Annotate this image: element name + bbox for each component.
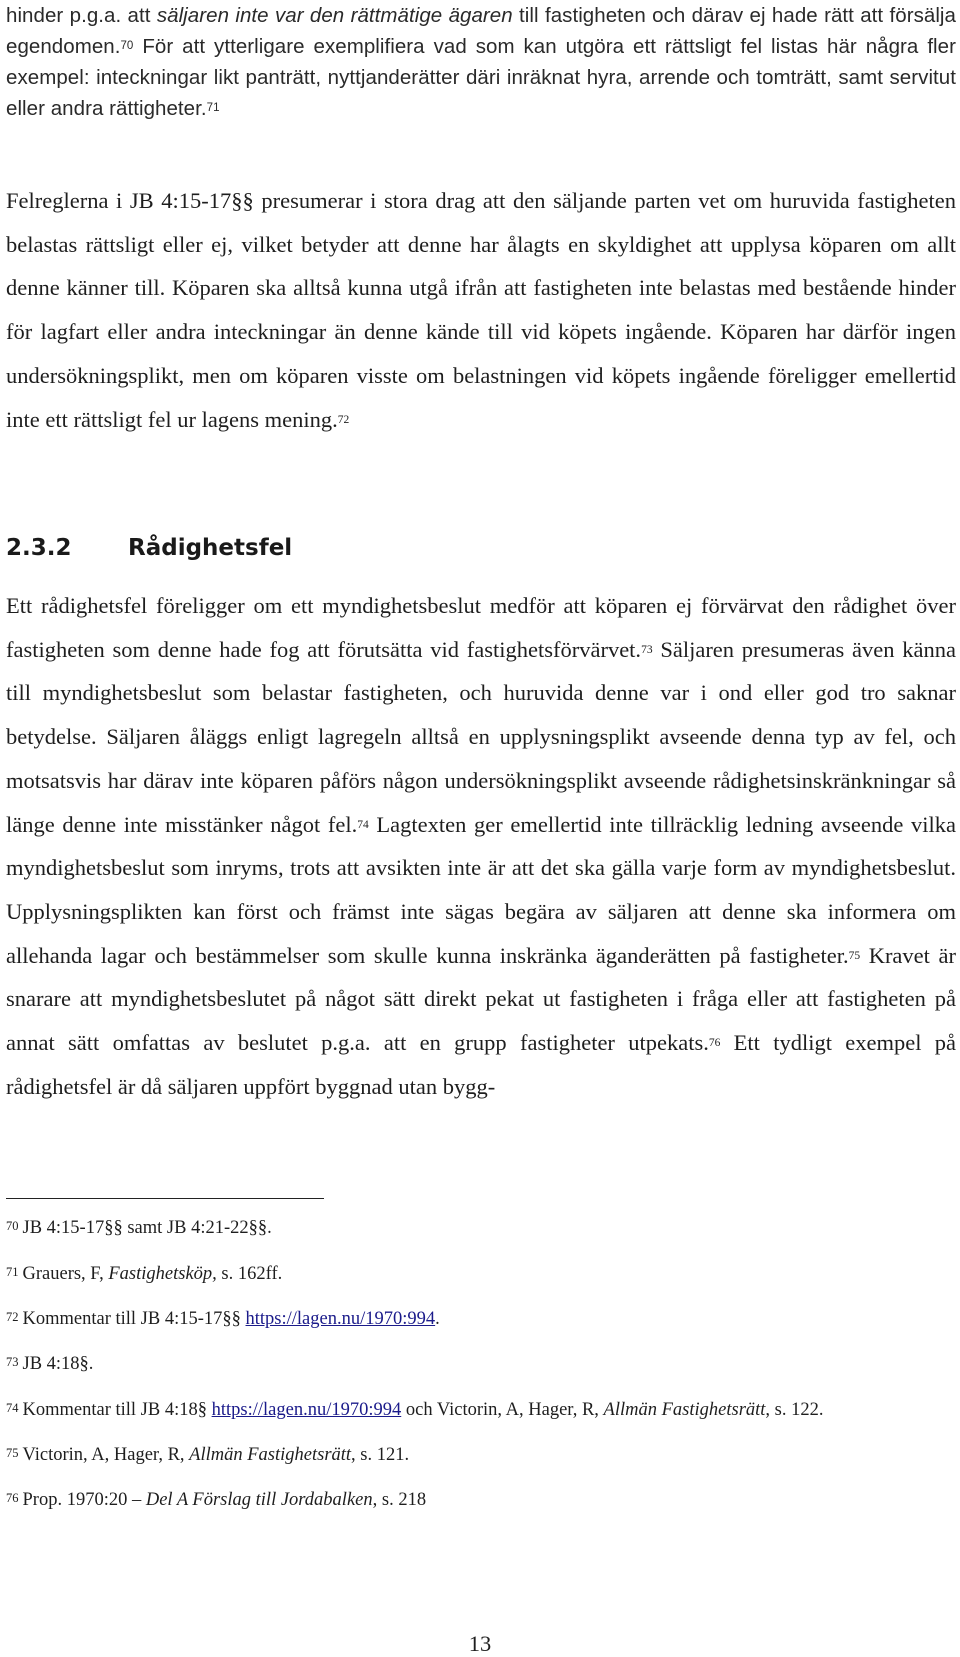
footnote-ref-72[interactable]: 72 [337, 413, 350, 426]
footnote-text: JB 4:15-17§§ samt JB 4:21-22§§. [22, 1218, 272, 1238]
lagen-link[interactable]: https://lagen.nu/1970:994 [211, 1400, 402, 1420]
section-number: 2.3.2 [6, 535, 72, 561]
text-run: Felreglerna i JB 4:15-17§§ presumerar i stora drag att den säljande parten vet om huruvida fastigheten belastas rättsligt eller ej, vilket betyder att denne har ålagts en skyldighet att upplysa köparen om allt denne känner till. Köparen ska alltså kunna utgå ifrån att fastigheten inte belastas med bestående hinder för lagfart eller andra inteckningar än denne kände till vid köpets ingående. Köparen har därför ingen undersökningsplikt, men om köparen visste om belastningen vid köpets ingående föreligger emellertid inte ett rättsligt fel ur lagens mening. [6, 188, 956, 432]
footnote-ref-70[interactable]: 70 [120, 40, 134, 52]
footnote-ref-74[interactable]: 74 [357, 818, 369, 831]
italic-run: säljaren inte var den rättmätige ägaren [156, 4, 513, 27]
footnote-ref-76[interactable]: 76 [708, 1037, 721, 1050]
footnote-text: Grauers, F, [22, 1264, 109, 1284]
footnote-separator [6, 1198, 324, 1199]
footnote-ref-73[interactable]: 73 [641, 643, 653, 656]
footnote-text: Victorin, A, Hager, R, [22, 1445, 190, 1465]
text-run: hinder p.g.a. att [6, 4, 157, 27]
footnote-text: och Victorin, A, Hager, R, [401, 1400, 604, 1420]
footnote-75 [6, 1443, 956, 1468]
footnote-text: Kommentar till JB 4:15-17§§ [22, 1309, 246, 1329]
footnote-ref-75[interactable]: 75 [848, 949, 861, 962]
footnote-number: 71 [6, 1265, 19, 1279]
section-heading [6, 533, 292, 563]
paragraph-property-defects [6, 0, 956, 124]
footnote-text: . [435, 1309, 440, 1329]
footnote-text: Kommentar till JB 4:18§ [22, 1400, 212, 1420]
footnote-number: 73 [6, 1355, 19, 1369]
footnote-number: 70 [6, 1219, 19, 1233]
footnote-italic: Allmän Fastighetsrätt [603, 1400, 766, 1420]
footnote-74 [6, 1398, 956, 1423]
footnote-73 [6, 1352, 956, 1377]
lagen-link[interactable]: https://lagen.nu/1970:994 [245, 1309, 436, 1329]
text-run: För att ytterligare exemplifiera vad som kan utgöra ett rättsligt fel listas här några fler exempel: inteckningar likt panträtt, nyttjanderätter däri inräknat hyra, arrende och tomträtt, samt servitut eller andra rättigheter. [6, 35, 956, 120]
footnote-number: 72 [6, 1310, 19, 1324]
footnote-72 [6, 1307, 956, 1332]
text-run: Ett tydligt exempel på rådighetsfel är då säljaren uppfört byggnad utan bygg- [6, 1030, 957, 1099]
footnote-text: JB 4:18§. [22, 1354, 94, 1374]
paragraph-defect-rules [6, 179, 956, 441]
text-run: Lagtexten ger emellertid inte tillräcklig ledning avseende vilka myndighetsbeslut som inryms, trots att avsikten inte är att det ska gälla varje form av myndighetsbeslut. Upplysningsplikten kan först och främst inte sägas begära av säljaren att denne ska informera om allehanda lagar och bestämmelser som skulle kunna inskränka äganderätten på fastigheter. [6, 811, 956, 968]
footnote-italic: Del A Förslag till Jordabalken [145, 1490, 373, 1510]
paragraph-disposal-defects [6, 584, 956, 1108]
text-run: Kravet är snarare att myndighetsbeslutet på något sätt direkt pekat ut fastigheten i fråga eller att fastigheten på annat sätt omfattas av beslutet p.g.a. att en grupp fastigheter utpekats. [6, 942, 956, 1056]
footnote-ref-71[interactable]: 71 [206, 102, 220, 114]
footnote-number: 76 [6, 1491, 19, 1505]
footnote-text: , s. 121. [351, 1445, 410, 1465]
footnote-italic: Allmän Fastighetsrätt [189, 1445, 352, 1465]
footnote-text: , s. 122. [765, 1400, 824, 1420]
text-run: Ett rådighetsfel föreligger om ett myndighetsbeslut medför att köparen ej förvärvat den rådighet över fastigheten som denne hade fog att förutsätta vid fastighetsförvärvet. [6, 593, 956, 662]
text-run: till fastigheten och därav ej hade rätt att försälja egendomen. [6, 4, 956, 58]
footnote-text: s. 162ff. [216, 1264, 283, 1284]
footnote-76 [6, 1488, 956, 1513]
page-number: 13 [468, 1631, 492, 1656]
footnote-71 [6, 1262, 956, 1287]
footnote-text: Prop. 1970:20 – [22, 1490, 146, 1510]
footnote-text: , s. 218 [372, 1490, 427, 1510]
footnote-number: 75 [6, 1446, 19, 1460]
footnote-number: 74 [6, 1401, 19, 1415]
text-run: Säljaren presumeras även känna till myndighetsbeslut som belastar fastigheten, och huruvida denne var i ond eller god tro saknar betydelse. Säljaren åläggs enligt lagregeln alltså en upplysningsplikt avseende denna typ av fel, och motsatsvis har därav inte köparen påförs någon undersökningsplikt avseende rådighetsinskränkningar så länge denne inte misstänker något fel. [6, 636, 956, 837]
footnote-italic: Fastighetsköp, [108, 1264, 217, 1284]
footnote-70 [6, 1216, 956, 1241]
section-title: Rådighetsfel [128, 535, 293, 561]
